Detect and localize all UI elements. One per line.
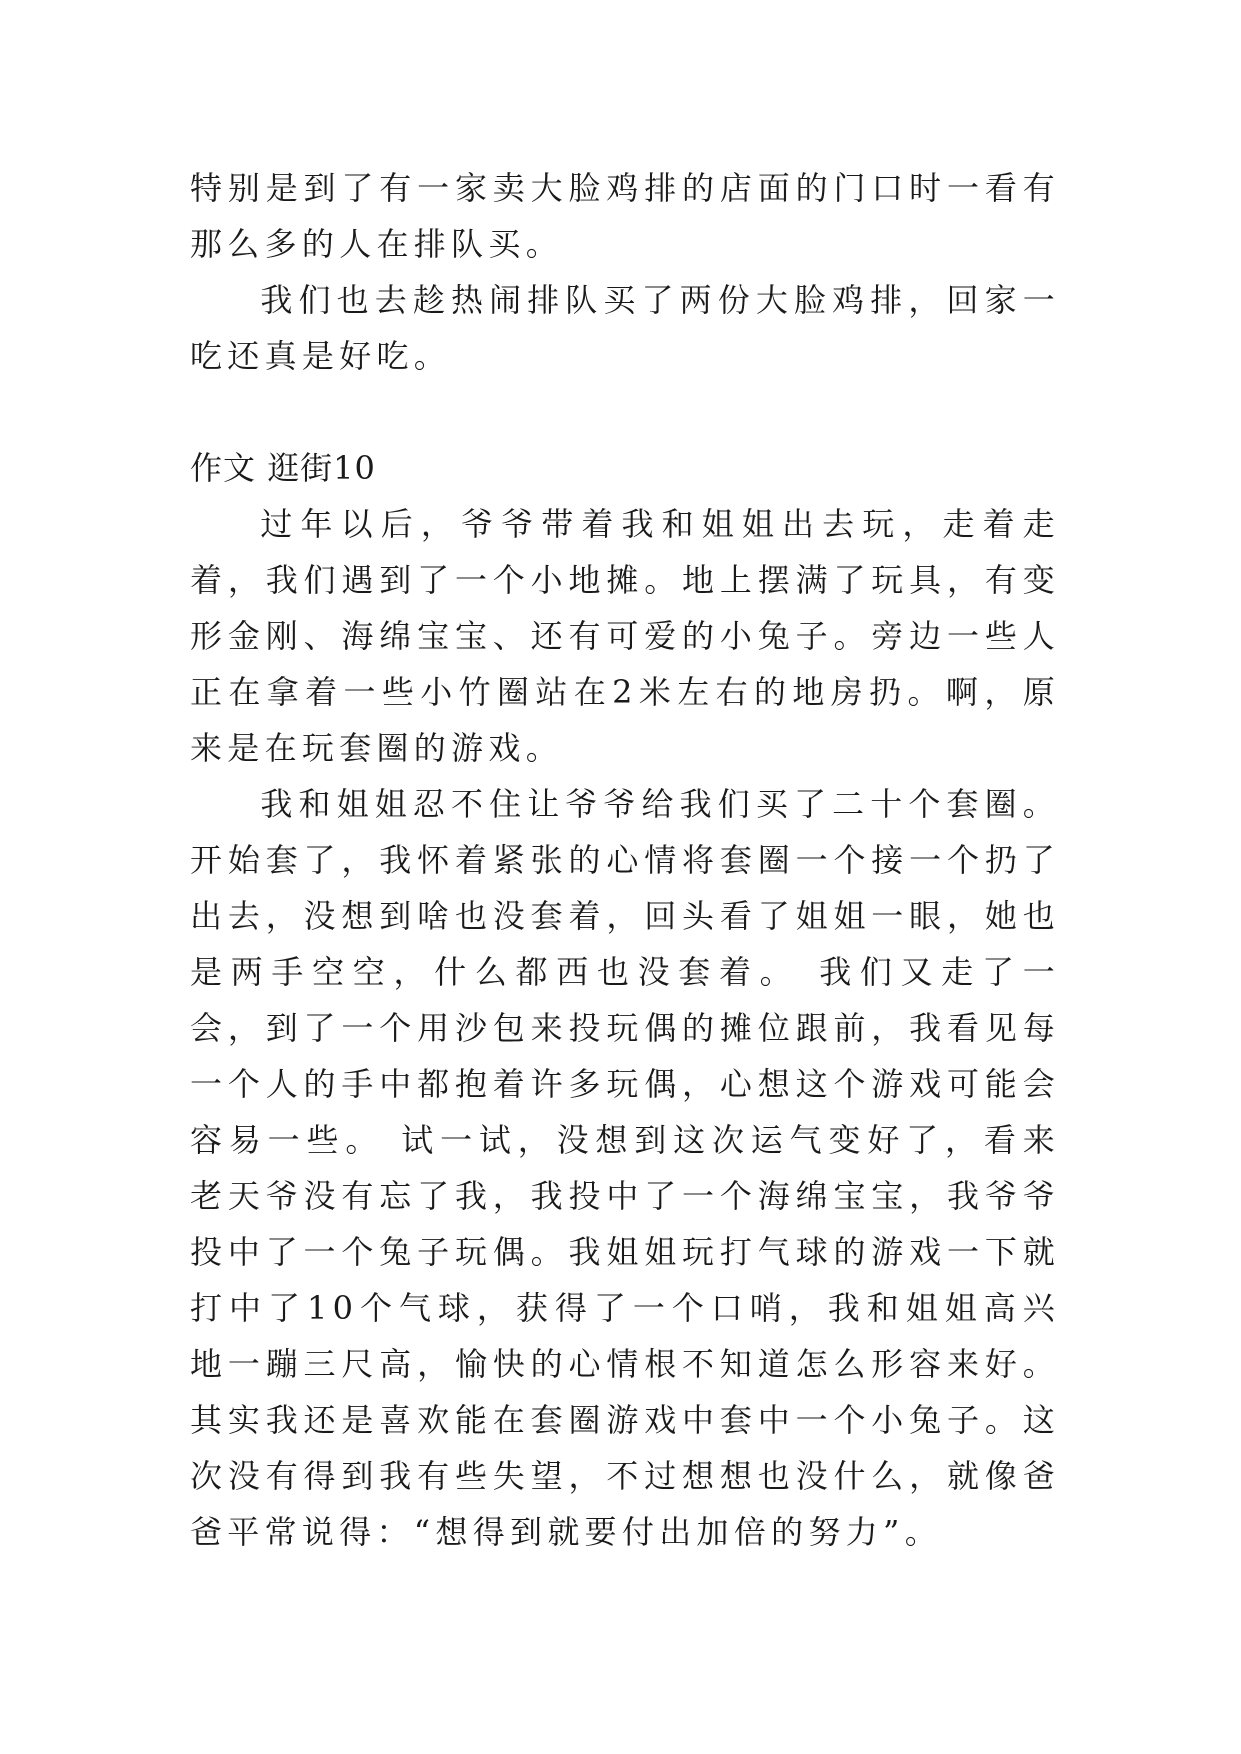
essay-text-block [190,160,1060,1560]
continuation-paragraph-2: 我们也去趁热闹排队买了两份大脸鸡排，回家一吃还真是好吃。 [190,281,1060,375]
essay-paragraph-2: 我和姐姐忍不住让爷爷给我们买了二十个套圈。开始套了，我怀着紧张的心情将套圈一个接一个扔了出去，没想到啥也没套着，回头看了姐姐一眼，她也是两手空空，什么都西也没套着。 我们又走了一会，到了一个用沙包来投玩偶的摊位跟前，我看见每一个人的手中都抱着许多玩偶，心想这个游戏可能会容易一些。 试一试，没想到这次运气变好了，看来老天爷没有忘了我，我投中了一个海绵宝宝，我爷爷投中了一个兔子玩偶。我姐姐玩打气球的游戏一下就打中了10个气球，获得了一个口哨，我和姐姐高兴地一蹦三尺高，愉快的心情根不知道怎么形容来好。其实我还是喜欢能在套圈游戏中套中一个小兔子。这次没有得到我有些失望，不过想想也没什么，就像爸爸平常说得：“想得到就要付出加倍的努力”。 [190,785,1060,1551]
essay-title: 作文 逛街10 [190,449,376,487]
continuation-paragraph-1: 特别是到了有一家卖大脸鸡排的店面的门口时一看有那么多的人在排队买。 [190,169,1060,263]
essay-paragraph-1: 过年以后，爷爷带着我和姐姐出去玩，走着走着，我们遇到了一个小地摊。地上摆满了玩具，有变形金刚、海绵宝宝、还有可爱的小兔子。旁边一些人正在拿着一些小竹圈站在2米左右的地房扔。啊，原来是在玩套圈的游戏。 [190,505,1060,767]
